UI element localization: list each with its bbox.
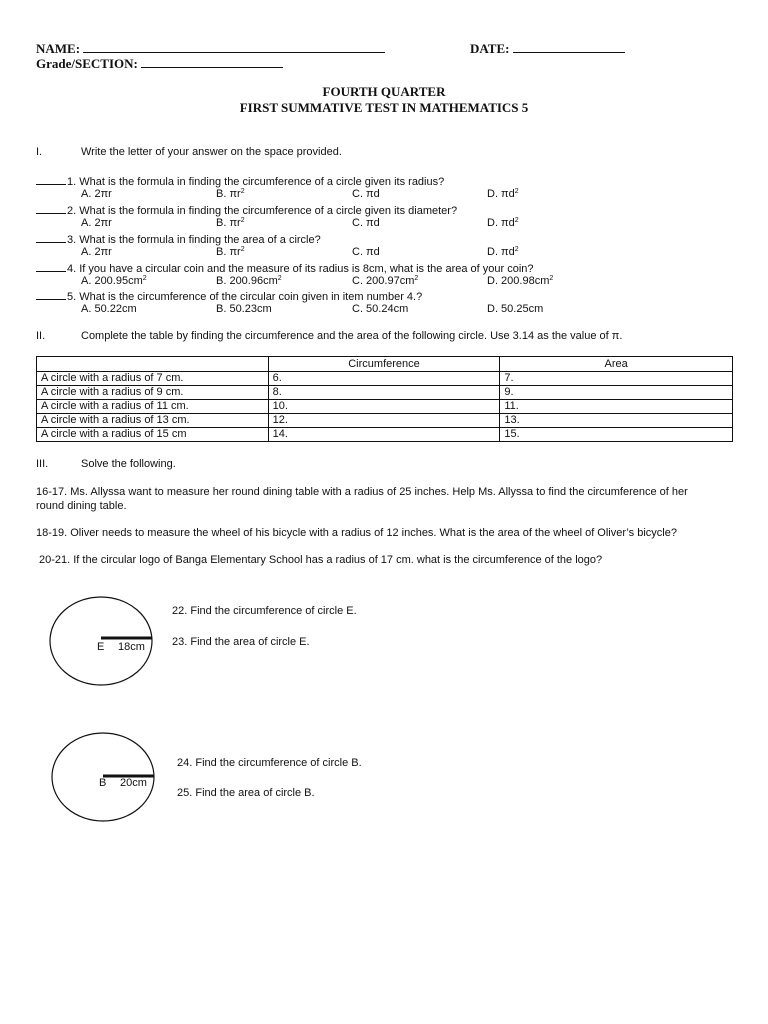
problem-20-21: 20-21. If the circular logo of Banga Elementary School has a radius of 17 cm. what is the circumference of the logo? <box>39 554 603 566</box>
answer-blank-4[interactable] <box>36 261 66 272</box>
question-23: 23. Find the area of circle E. <box>172 636 310 648</box>
question-5-text: 5. What is the circumference of the circular coin given in item number 4.? <box>67 291 423 303</box>
q2-option-b: B. $\pi r^2$ <box>216 217 245 229</box>
table-cell-circle: A circle with a radius of 11 cm. <box>37 400 269 414</box>
q3-option-a: A. 2πr <box>81 246 112 258</box>
table-row <box>37 386 733 400</box>
table-row <box>37 414 733 428</box>
q5-option-c: C. 50.24cm <box>352 303 409 315</box>
q2-option-d: D. $\pi d^2$ <box>487 217 519 229</box>
q1-option-d: D. $\pi d^2$ <box>487 188 519 200</box>
table-cell-circle: A circle with a radius of 13 cm. <box>37 414 269 428</box>
table-cell-circumference[interactable]: 6. <box>268 372 500 386</box>
circle-b-center-label: B <box>99 777 107 789</box>
grade-blank[interactable] <box>141 55 283 68</box>
q1-option-a: A. 2πr <box>81 188 112 200</box>
answer-blank-1[interactable] <box>36 174 66 185</box>
q1-option-b: B. $\pi r^2$ <box>216 188 245 200</box>
part1-instruction: Write the letter of your answer on the space provided. <box>81 146 342 158</box>
name-label: NAME: <box>36 41 81 56</box>
problem-16-17: 16-17. Ms. Allyssa want to measure her round dining table with a radius of 25 inches. Help Ms. Allyssa to find the circumference of her round dining table. <box>36 486 688 512</box>
table-header-blank <box>37 357 269 372</box>
table-cell-circumference[interactable]: 8. <box>268 386 500 400</box>
table-cell-circle: A circle with a radius of 7 cm. <box>37 372 269 386</box>
answer-blank-2[interactable] <box>36 203 66 214</box>
table-cell-area[interactable]: 7. <box>500 372 733 386</box>
q4-option-d: D. $200.98cm^2$ <box>487 275 554 287</box>
part1-numeral: I. <box>36 146 43 158</box>
q3-option-c: C. πd <box>352 246 380 258</box>
q2-option-c: C. πd <box>352 217 380 229</box>
table-cell-circumference[interactable]: 14. <box>268 428 500 442</box>
answer-blank-3[interactable] <box>36 232 66 243</box>
date-row <box>470 40 625 57</box>
q5-option-d: D. 50.25cm <box>487 303 544 315</box>
table-row <box>37 372 733 386</box>
title-line1: FOURTH QUARTER <box>322 84 446 99</box>
circle-e-center-label: E <box>97 641 105 653</box>
question-4-text: 4. If you have a circular coin and the measure of its radius is 8cm, what is the area of your coin? <box>67 263 534 275</box>
part3-instruction: Solve the following. <box>81 458 176 470</box>
circle-e-radius-label: 18cm <box>118 641 145 653</box>
question-1-text: 1. What is the formula in finding the circumference of a circle given its radius? <box>67 176 445 188</box>
question-5 <box>36 289 422 303</box>
question-22: 22. Find the circumference of circle E. <box>172 605 357 617</box>
circle-b-radius-label: 20cm <box>120 777 147 789</box>
table-row <box>37 428 733 442</box>
part2-numeral: II. <box>36 330 46 342</box>
name-blank[interactable] <box>83 40 385 53</box>
table-cell-circle: A circle with a radius of 15 cm <box>37 428 269 442</box>
table-header-circumference: Circumference <box>268 357 500 372</box>
table-cell-circumference[interactable]: 12. <box>268 414 500 428</box>
q3-option-d: D. $\pi d^2$ <box>487 246 519 258</box>
question-3 <box>36 232 321 246</box>
grade-row <box>36 55 283 72</box>
q4-option-b: B. $200.96cm^2$ <box>216 275 282 287</box>
table-cell-circumference[interactable]: 10. <box>268 400 500 414</box>
table-cell-area[interactable]: 15. <box>500 428 733 442</box>
date-blank[interactable] <box>513 40 625 53</box>
part3-numeral: III. <box>36 458 49 470</box>
q5-option-a: A. 50.22cm <box>81 303 137 315</box>
date-label: DATE: <box>470 41 510 56</box>
table-row <box>37 400 733 414</box>
question-2-text: 2. What is the formula in finding the circumference of a circle given its diameter? <box>67 205 458 217</box>
table-header-row <box>37 357 733 372</box>
question-25: 25. Find the area of circle B. <box>177 787 315 799</box>
table-cell-area[interactable]: 9. <box>500 386 733 400</box>
question-3-text: 3. What is the formula in finding the area of a circle? <box>67 234 321 246</box>
table-header-area: Area <box>500 357 733 372</box>
problem-18-19: 18-19. Oliver needs to measure the wheel of his bicycle with a radius of 12 inches. What is the area of the wheel of Oliver’s bicycle? <box>36 527 677 539</box>
q2-option-a: A. 2πr <box>81 217 112 229</box>
grade-label: Grade/SECTION: <box>36 56 138 71</box>
question-24: 24. Find the circumference of circle B. <box>177 757 362 769</box>
question-1 <box>36 174 444 188</box>
question-2 <box>36 203 457 217</box>
q5-option-b: B. 50.23cm <box>216 303 272 315</box>
circle-table <box>36 356 733 442</box>
table-cell-area[interactable]: 13. <box>500 414 733 428</box>
part2-instruction: Complete the table by finding the circumference and the area of the following circle. Use 3.14 as the value of π. <box>81 330 623 342</box>
q1-option-c: C. πd <box>352 188 380 200</box>
title-line2: FIRST SUMMATIVE TEST IN MATHEMATICS 5 <box>239 100 529 115</box>
q3-option-b: B. $\pi r^2$ <box>216 246 245 258</box>
q4-option-a: A. $200.95cm^2$ <box>81 275 147 287</box>
table-cell-circle: A circle with a radius of 9 cm. <box>37 386 269 400</box>
table-cell-area[interactable]: 11. <box>500 400 733 414</box>
q4-option-c: C. $200.97cm^2$ <box>352 275 419 287</box>
answer-blank-5[interactable] <box>36 289 66 300</box>
question-4 <box>36 261 534 275</box>
